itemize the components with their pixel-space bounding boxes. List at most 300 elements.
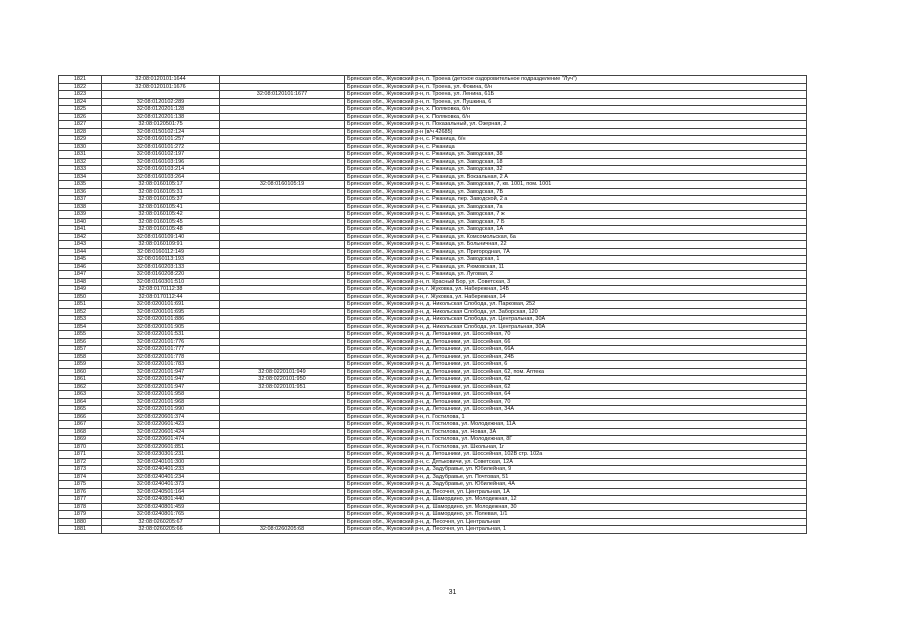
row-number-cell: 1840: [59, 218, 102, 226]
address-cell: Брянская обл., Жуковский р-н, п. Троена (детское оздоровительное подразделение "Луч"): [345, 76, 807, 84]
cadastral-number-cell: [102, 91, 220, 99]
cadastral-number-cell: 32:08:0240401:373: [102, 481, 220, 489]
linked-cadastral-number-cell: [220, 338, 345, 346]
linked-cadastral-number-cell: [220, 128, 345, 136]
linked-cadastral-number-cell: [220, 458, 345, 466]
table-row: [59, 76, 807, 84]
address-cell: Брянская обл., Жуковский р-н, с. Ржаница, ул. Заводская, 38: [345, 151, 807, 159]
linked-cadastral-number-cell: [220, 226, 345, 234]
address-cell: Брянская обл., Жуковский р-н, д. Задубравье, ул. Почтовая, 51: [345, 473, 807, 481]
table-row: [59, 308, 807, 316]
linked-cadastral-number-cell: [220, 391, 345, 399]
cadastral-number-cell: 32:08:0220101:777: [102, 346, 220, 354]
row-number-cell: 1832: [59, 158, 102, 166]
table-row: [59, 301, 807, 309]
address-cell: Брянская обл., Жуковский р-н, д. Никольская Слобода, ул. Центральная, 30А: [345, 316, 807, 324]
address-cell: Брянская обл., Жуковский р-н, д. Шамордино, ул. Молодежная, 30: [345, 503, 807, 511]
cadastral-number-cell: 32:08:0200101:691: [102, 301, 220, 309]
linked-cadastral-number-cell: [220, 248, 345, 256]
table-row: [59, 406, 807, 414]
table-row: [59, 518, 807, 526]
cadastral-number-cell: 32:08:0160105:41: [102, 203, 220, 211]
cadastral-number-cell: 32:08:0160105:45: [102, 218, 220, 226]
address-cell: Брянская обл., Жуковский р-н, д. Задубравье, ул. Юбилейная, 9: [345, 466, 807, 474]
address-cell: Брянская обл., Жуковский р-н, с. Ржаница, ул. Заводская, 7а: [345, 203, 807, 211]
linked-cadastral-number-cell: [220, 481, 345, 489]
address-cell: Брянская обл., Жуковский р-н, д. Песочня, ул. Центральная: [345, 518, 807, 526]
linked-cadastral-number-cell: [220, 436, 345, 444]
cadastral-number-cell: 32:08:0160109:91: [102, 241, 220, 249]
address-cell: Брянская обл., Жуковский р-н, с. Ржаница, ул. Больничная, 22: [345, 241, 807, 249]
address-cell: Брянская обл., Жуковский р-н, с. Ржаница, ул. Вокзальная, 2 А: [345, 173, 807, 181]
address-cell: Брянская обл., Жуковский р-н, д. Никольская Слобода, ул. Парковая, 252: [345, 301, 807, 309]
table-row: [59, 353, 807, 361]
address-cell: Брянская обл., Жуковский р-н, д. Летошники, ул. Шоссейная, 6: [345, 361, 807, 369]
table-row: [59, 106, 807, 114]
linked-cadastral-number-cell: [220, 473, 345, 481]
table-row: [59, 218, 807, 226]
address-cell: Брянская обл., Жуковский р-н, п. Красный Бор, ул. Советская, 3: [345, 278, 807, 286]
row-number-cell: 1865: [59, 406, 102, 414]
property-table: [58, 75, 807, 534]
table-row: [59, 346, 807, 354]
cadastral-number-cell: 32:08:0160102:197: [102, 151, 220, 159]
linked-cadastral-number-cell: [220, 143, 345, 151]
address-cell: Брянская обл., Жуковский р-н, д. Летошники, ул. Шоссейная, 62, пом. Аптека: [345, 368, 807, 376]
linked-cadastral-number-cell: [220, 488, 345, 496]
table-row: [59, 121, 807, 129]
row-number-cell: 1837: [59, 196, 102, 204]
table-row: [59, 278, 807, 286]
linked-cadastral-number-cell: 32:08:0160105:19: [220, 181, 345, 189]
linked-cadastral-number-cell: [220, 398, 345, 406]
cadastral-number-cell: 32:08:0220601:374: [102, 413, 220, 421]
cadastral-number-cell: 32:08:0160112:149: [102, 248, 220, 256]
cadastral-number-cell: 32:08:0120501:75: [102, 121, 220, 129]
row-number-cell: 1833: [59, 166, 102, 174]
row-number-cell: 1850: [59, 293, 102, 301]
linked-cadastral-number-cell: [220, 466, 345, 474]
linked-cadastral-number-cell: [220, 346, 345, 354]
table-row: [59, 293, 807, 301]
table-row: [59, 256, 807, 264]
row-number-cell: 1872: [59, 458, 102, 466]
linked-cadastral-number-cell: [220, 188, 345, 196]
cadastral-number-cell: 32:08:0120101:1644: [102, 76, 220, 84]
table-row: [59, 263, 807, 271]
cadastral-number-cell: 32:08:0120102:289: [102, 98, 220, 106]
address-cell: Брянская обл., Жуковский р-н, п. Троена, ул. Ленина, 61Б: [345, 91, 807, 99]
address-cell: Брянская обл., Жуковский р-н, с. Ржаница, ул. Рюмовская, 11: [345, 263, 807, 271]
cadastral-number-cell: 32:08:0220101:958: [102, 391, 220, 399]
linked-cadastral-number-cell: [220, 278, 345, 286]
cadastral-number-cell: 32:08:0120201:128: [102, 106, 220, 114]
linked-cadastral-number-cell: [220, 98, 345, 106]
address-cell: Брянская обл., Жуковский р-н, п. Гостилова, ул. Школьная, 1г: [345, 443, 807, 451]
linked-cadastral-number-cell: [220, 293, 345, 301]
cadastral-number-cell: 32:08:0160105:31: [102, 188, 220, 196]
linked-cadastral-number-cell: [220, 353, 345, 361]
table-row: [59, 451, 807, 459]
table-row: [59, 331, 807, 339]
row-number-cell: 1851: [59, 301, 102, 309]
table-row: [59, 248, 807, 256]
address-cell: Брянская обл., Жуковский р-н, д. Летошники, ул. Шоссейная, 66А: [345, 346, 807, 354]
table-row: [59, 421, 807, 429]
address-cell: Брянская обл., Жуковский р-н, с. Ржаница, б/н: [345, 136, 807, 144]
linked-cadastral-number-cell: 32:08:0220101:949: [220, 368, 345, 376]
row-number-cell: 1836: [59, 188, 102, 196]
row-number-cell: 1823: [59, 91, 102, 99]
cadastral-number-cell: 32:08:0240801:459: [102, 503, 220, 511]
row-number-cell: 1826: [59, 113, 102, 121]
table-row: [59, 91, 807, 99]
row-number-cell: 1876: [59, 488, 102, 496]
cadastral-number-cell: 32:08:0240801:440: [102, 496, 220, 504]
address-cell: Брянская обл., Жуковский р-н, п. Гостилова, 1: [345, 413, 807, 421]
table-row: [59, 241, 807, 249]
row-number-cell: 1855: [59, 331, 102, 339]
linked-cadastral-number-cell: 32:08:0220101:950: [220, 376, 345, 384]
address-cell: Брянская обл., Жуковский р-н, д. Летошники, ул. Шоссейная, 102В стр. 102а: [345, 451, 807, 459]
table-row: [59, 143, 807, 151]
row-number-cell: 1874: [59, 473, 102, 481]
table-row: [59, 271, 807, 279]
cadastral-number-cell: 32:08:0160101:257: [102, 136, 220, 144]
cadastral-number-cell: 32:08:0160109:140: [102, 233, 220, 241]
address-cell: Брянская обл., Жуковский р-н, д. Летошники, ул. Шоссейная, 70: [345, 331, 807, 339]
cadastral-number-cell: 32:08:0200101:905: [102, 323, 220, 331]
linked-cadastral-number-cell: [220, 323, 345, 331]
cadastral-number-cell: 32:08:0170112:38: [102, 286, 220, 294]
linked-cadastral-number-cell: [220, 256, 345, 264]
table-row: [59, 361, 807, 369]
address-cell: Брянская обл., Жуковский р-н, п. Троена, ул. Фокина, б/н: [345, 83, 807, 91]
table-row: [59, 526, 807, 534]
address-cell: Брянская обл., Жуковский р-н, с. Дятьковичи, ул. Советская, 12А: [345, 458, 807, 466]
cadastral-number-cell: 32:08:0220101:776: [102, 338, 220, 346]
linked-cadastral-number-cell: [220, 218, 345, 226]
address-cell: Брянская обл., Жуковский р-н, п. Гостилова, ул. Молодежная, 11А: [345, 421, 807, 429]
linked-cadastral-number-cell: [220, 113, 345, 121]
row-number-cell: 1862: [59, 383, 102, 391]
address-cell: Брянская обл., Жуковский р-н, д. Песочня, ул. Центральная, 1А: [345, 488, 807, 496]
cadastral-number-cell: 32:08:0220101:947: [102, 376, 220, 384]
row-number-cell: 1848: [59, 278, 102, 286]
row-number-cell: 1869: [59, 436, 102, 444]
row-number-cell: 1877: [59, 496, 102, 504]
table-row: [59, 188, 807, 196]
row-number-cell: 1841: [59, 226, 102, 234]
cadastral-number-cell: 32:08:0220101:990: [102, 406, 220, 414]
row-number-cell: 1880: [59, 518, 102, 526]
address-cell: Брянская обл., Жуковский р-н, с. Ржаница, ул. Заводская, 1А: [345, 226, 807, 234]
row-number-cell: 1875: [59, 481, 102, 489]
cadastral-number-cell: 32:08:0220601:424: [102, 428, 220, 436]
cadastral-number-cell: 32:08:0160105:48: [102, 226, 220, 234]
cadastral-number-cell: 32:08:0220601:423: [102, 421, 220, 429]
cadastral-number-cell: 32:08:0230301:231: [102, 451, 220, 459]
row-number-cell: 1852: [59, 308, 102, 316]
address-cell: Брянская обл., Жуковский р-н, с. Ржаница, ул. Заводская, 7 ж: [345, 211, 807, 219]
table-row: [59, 173, 807, 181]
address-cell: Брянская обл., Жуковский р-н, с. Ржаница, ул. Заводская, 7 Б: [345, 218, 807, 226]
row-number-cell: 1856: [59, 338, 102, 346]
cadastral-number-cell: 32:08:0220101:968: [102, 398, 220, 406]
cadastral-number-cell: 32:08:0170112:44: [102, 293, 220, 301]
linked-cadastral-number-cell: [220, 451, 345, 459]
cadastral-number-cell: 32:08:0220101:783: [102, 361, 220, 369]
page-number: 31: [448, 589, 457, 596]
table-row: [59, 443, 807, 451]
linked-cadastral-number-cell: [220, 211, 345, 219]
cadastral-number-cell: 32:08:0220601:851: [102, 443, 220, 451]
table-row: [59, 503, 807, 511]
cadastral-number-cell: 32:08:0160101:272: [102, 143, 220, 151]
address-cell: Брянская обл., Жуковский р-н, с. Ржаница, ул. Заводская, 7, кв. 1001, пом. 1001: [345, 181, 807, 189]
address-cell: Брянская обл., Жуковский р-н, с. Ржаница, ул. Заводская, 32: [345, 166, 807, 174]
address-cell: Брянская обл., Жуковский р-н, д. Летошники, ул. Шоссейная, 34А: [345, 406, 807, 414]
table-row: [59, 428, 807, 436]
table-row: [59, 136, 807, 144]
address-cell: Брянская обл., Жуковский р-н, п. Гостилова, ул. Молодежная, 8Г: [345, 436, 807, 444]
linked-cadastral-number-cell: [220, 196, 345, 204]
cadastral-number-cell: 32:08:0160208:220: [102, 271, 220, 279]
cadastral-number-cell: 32:08:0150102:124: [102, 128, 220, 136]
linked-cadastral-number-cell: [220, 203, 345, 211]
linked-cadastral-number-cell: [220, 136, 345, 144]
table-row: [59, 128, 807, 136]
table-row: [59, 233, 807, 241]
linked-cadastral-number-cell: [220, 496, 345, 504]
row-number-cell: 1859: [59, 361, 102, 369]
linked-cadastral-number-cell: [220, 158, 345, 166]
cadastral-number-cell: 32:08:0220101:947: [102, 368, 220, 376]
cadastral-number-cell: 32:08:0160203:133: [102, 263, 220, 271]
cadastral-number-cell: 32:08:0120101:1676: [102, 83, 220, 91]
property-table-body: [59, 76, 807, 534]
cadastral-number-cell: 32:08:0160105:17: [102, 181, 220, 189]
address-cell: Брянская обл., Жуковский р-н, с. Ржаница, ул. Пригородная, 7А: [345, 248, 807, 256]
cadastral-number-cell: 32:08:0160103:214: [102, 166, 220, 174]
cadastral-number-cell: 32:08:0240801:765: [102, 511, 220, 519]
linked-cadastral-number-cell: [220, 443, 345, 451]
linked-cadastral-number-cell: [220, 233, 345, 241]
row-number-cell: 1866: [59, 413, 102, 421]
table-row: [59, 151, 807, 159]
cadastral-number-cell: 32:08:0160113:193: [102, 256, 220, 264]
row-number-cell: 1842: [59, 233, 102, 241]
row-number-cell: 1827: [59, 121, 102, 129]
row-number-cell: 1853: [59, 316, 102, 324]
table-row: [59, 166, 807, 174]
table-row: [59, 376, 807, 384]
linked-cadastral-number-cell: [220, 83, 345, 91]
cadastral-number-cell: 32:08:0160103:264: [102, 173, 220, 181]
linked-cadastral-number-cell: [220, 421, 345, 429]
row-number-cell: 1831: [59, 151, 102, 159]
address-cell: Брянская обл., Жуковский р-н, д. Летошники, ул. Шоссейная, 64: [345, 391, 807, 399]
cadastral-number-cell: 32:08:0220101:531: [102, 331, 220, 339]
cadastral-number-cell: 32:08:0260205:66: [102, 526, 220, 534]
cadastral-number-cell: 32:08:0200101:695: [102, 308, 220, 316]
table-row: [59, 181, 807, 189]
row-number-cell: 1878: [59, 503, 102, 511]
linked-cadastral-number-cell: [220, 301, 345, 309]
row-number-cell: 1830: [59, 143, 102, 151]
row-number-cell: 1857: [59, 346, 102, 354]
linked-cadastral-number-cell: [220, 428, 345, 436]
row-number-cell: 1881: [59, 526, 102, 534]
row-number-cell: 1845: [59, 256, 102, 264]
address-cell: Брянская обл., Жуковский р-н, г. Жуковка, ул. Набережная, 14: [345, 293, 807, 301]
address-cell: Брянская обл., Жуковский р-н, п. Показальный, ул. Озерная, 2: [345, 121, 807, 129]
linked-cadastral-number-cell: [220, 106, 345, 114]
table-row: [59, 226, 807, 234]
cadastral-number-cell: 32:08:0240401:234: [102, 473, 220, 481]
cadastral-number-cell: 32:08:0160105:37: [102, 196, 220, 204]
linked-cadastral-number-cell: 32:08:0120101:1677: [220, 91, 345, 99]
cadastral-number-cell: 32:08:0220601:474: [102, 436, 220, 444]
table-row: [59, 413, 807, 421]
table-row: [59, 158, 807, 166]
table-row: [59, 323, 807, 331]
cadastral-number-cell: 32:08:0120201:138: [102, 113, 220, 121]
table-row: [59, 466, 807, 474]
table-row: [59, 458, 807, 466]
address-cell: Брянская обл., Жуковский р-н, д. Летошники, ул. Шоссейная, 62: [345, 376, 807, 384]
address-cell: Брянская обл., Жуковский р-н, с. Ржаница, ул. Луговая, 2: [345, 271, 807, 279]
table-row: [59, 211, 807, 219]
table-row: [59, 383, 807, 391]
row-number-cell: 1854: [59, 323, 102, 331]
linked-cadastral-number-cell: [220, 76, 345, 84]
cadastral-number-cell: 32:08:0220101:778: [102, 353, 220, 361]
address-cell: Брянская обл., Жуковский р-н, с. Ржаница, пер. Заводской, 2 а: [345, 196, 807, 204]
linked-cadastral-number-cell: [220, 361, 345, 369]
linked-cadastral-number-cell: [220, 518, 345, 526]
row-number-cell: 1864: [59, 398, 102, 406]
address-cell: Брянская обл., Жуковский р-н, п. Троена, ул. Пушкина, 6: [345, 98, 807, 106]
table-row: [59, 113, 807, 121]
address-cell: Брянская обл., Жуковский р-н, х. Поляковка, б/н: [345, 106, 807, 114]
table-row: [59, 338, 807, 346]
linked-cadastral-number-cell: [220, 331, 345, 339]
linked-cadastral-number-cell: [220, 271, 345, 279]
cadastral-number-cell: 32:08:0160301:510: [102, 278, 220, 286]
table-row: [59, 496, 807, 504]
linked-cadastral-number-cell: [220, 121, 345, 129]
row-number-cell: 1843: [59, 241, 102, 249]
row-number-cell: 1835: [59, 181, 102, 189]
address-cell: Брянская обл., Жуковский р-н, с. Ржаница: [345, 143, 807, 151]
linked-cadastral-number-cell: [220, 316, 345, 324]
table-row: [59, 488, 807, 496]
table-row: [59, 436, 807, 444]
linked-cadastral-number-cell: [220, 308, 345, 316]
cadastral-number-cell: 32:08:0260205:67: [102, 518, 220, 526]
row-number-cell: 1824: [59, 98, 102, 106]
row-number-cell: 1867: [59, 421, 102, 429]
row-number-cell: 1847: [59, 271, 102, 279]
table-row: [59, 316, 807, 324]
address-cell: Брянская обл., Жуковский р-н (в/ч 42685): [345, 128, 807, 136]
address-cell: Брянская обл., Жуковский р-н, д. Никольская Слобода, ул. Заборская, 120: [345, 308, 807, 316]
address-cell: Брянская обл., Жуковский р-н, д. Шамордино, ул. Полевая, 1/1: [345, 511, 807, 519]
linked-cadastral-number-cell: [220, 503, 345, 511]
table-row: [59, 196, 807, 204]
address-cell: Брянская обл., Жуковский р-н, д. Летошники, ул. Шоссейная, 62: [345, 383, 807, 391]
cadastral-number-cell: 32:08:0160105:42: [102, 211, 220, 219]
row-number-cell: 1844: [59, 248, 102, 256]
address-cell: Брянская обл., Жуковский р-н, д. Шамордино, ул. Молодежная, 12: [345, 496, 807, 504]
linked-cadastral-number-cell: 32:08:0260205:68: [220, 526, 345, 534]
row-number-cell: 1870: [59, 443, 102, 451]
cadastral-number-cell: 32:08:0160103:196: [102, 158, 220, 166]
linked-cadastral-number-cell: [220, 511, 345, 519]
table-row: [59, 398, 807, 406]
linked-cadastral-number-cell: [220, 413, 345, 421]
table-row: [59, 98, 807, 106]
row-number-cell: 1834: [59, 173, 102, 181]
row-number-cell: 1868: [59, 428, 102, 436]
table-row: [59, 511, 807, 519]
row-number-cell: 1858: [59, 353, 102, 361]
address-cell: Брянская обл., Жуковский р-н, г. Жуковка, ул. Набережная, 14Б: [345, 286, 807, 294]
table-row: [59, 473, 807, 481]
row-number-cell: 1839: [59, 211, 102, 219]
linked-cadastral-number-cell: [220, 263, 345, 271]
row-number-cell: 1846: [59, 263, 102, 271]
row-number-cell: 1873: [59, 466, 102, 474]
address-cell: Брянская обл., Жуковский р-н, с. Ржаница, ул. Заводская, 18: [345, 158, 807, 166]
address-cell: Брянская обл., Жуковский р-н, д. Летошники, ул. Шоссейная, 24Б: [345, 353, 807, 361]
address-cell: Брянская обл., Жуковский р-н, д. Песочня, ул. Центральная, 1: [345, 526, 807, 534]
row-number-cell: 1863: [59, 391, 102, 399]
row-number-cell: 1829: [59, 136, 102, 144]
linked-cadastral-number-cell: 32:08:0220101:951: [220, 383, 345, 391]
address-cell: Брянская обл., Жуковский р-н, д. Никольская Слобода, ул. Центральная, 30А: [345, 323, 807, 331]
address-cell: Брянская обл., Жуковский р-н, д. Задубравье, ул. Юбилейная, 4А: [345, 481, 807, 489]
linked-cadastral-number-cell: [220, 286, 345, 294]
row-number-cell: 1860: [59, 368, 102, 376]
cadastral-number-cell: 32:08:0240101:300: [102, 458, 220, 466]
address-cell: Брянская обл., Жуковский р-н, п. Гостилова, ул. Новая, 3А: [345, 428, 807, 436]
address-cell: Брянская обл., Жуковский р-н, д. Летошники, ул. Шоссейная, 66: [345, 338, 807, 346]
linked-cadastral-number-cell: [220, 406, 345, 414]
table-row: [59, 83, 807, 91]
row-number-cell: 1871: [59, 451, 102, 459]
table-row: [59, 286, 807, 294]
table-row: [59, 368, 807, 376]
table-row: [59, 391, 807, 399]
row-number-cell: 1821: [59, 76, 102, 84]
linked-cadastral-number-cell: [220, 166, 345, 174]
cadastral-number-cell: 32:08:0200101:886: [102, 316, 220, 324]
cadastral-number-cell: 32:08:0220101:947: [102, 383, 220, 391]
cadastral-number-cell: 32:08:0240401:233: [102, 466, 220, 474]
address-cell: Брянская обл., Жуковский р-н, д. Летошники, ул. Шоссейная, 70: [345, 398, 807, 406]
row-number-cell: 1822: [59, 83, 102, 91]
linked-cadastral-number-cell: [220, 151, 345, 159]
address-cell: Брянская обл., Жуковский р-н, с. Ржаница, ул. Заводская, 1: [345, 256, 807, 264]
address-cell: Брянская обл., Жуковский р-н, х. Поляковка, б/н: [345, 113, 807, 121]
table-row: [59, 481, 807, 489]
address-cell: Брянская обл., Жуковский р-н, с. Ржаница, ул. Заводская, 7Б: [345, 188, 807, 196]
row-number-cell: 1828: [59, 128, 102, 136]
table-row: [59, 203, 807, 211]
row-number-cell: 1861: [59, 376, 102, 384]
